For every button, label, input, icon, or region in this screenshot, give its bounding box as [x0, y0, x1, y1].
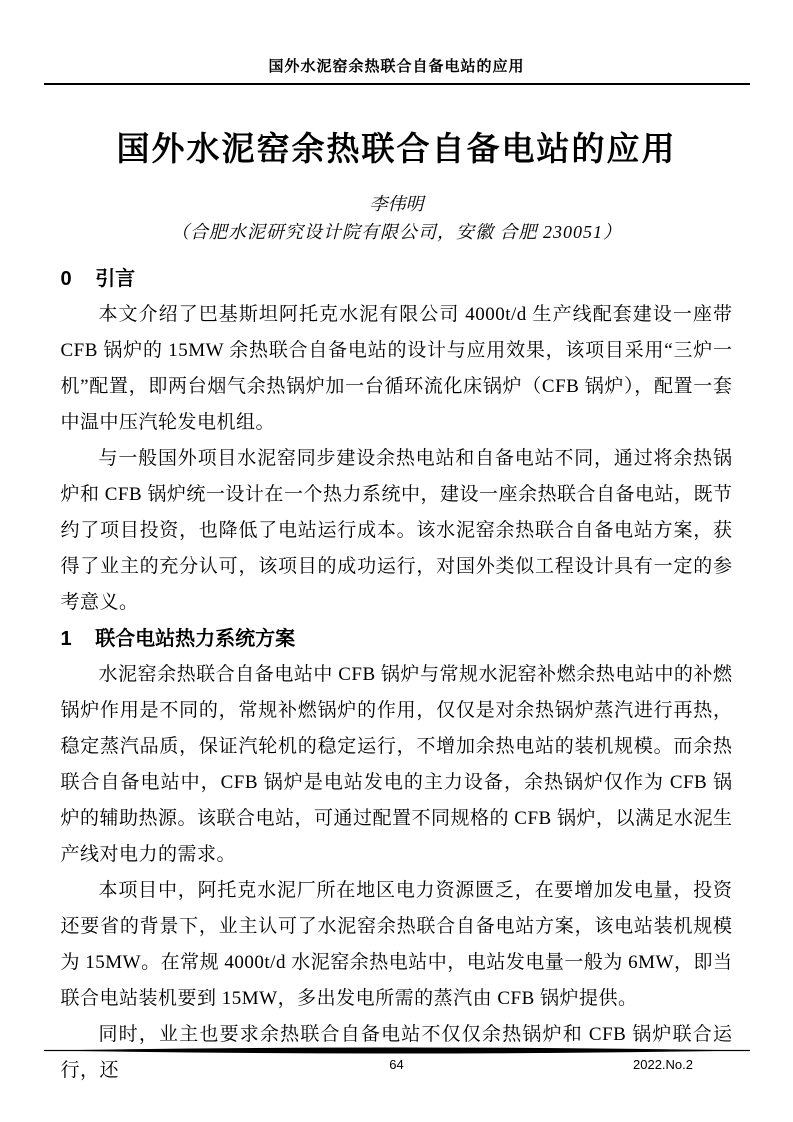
running-header-title: 国外水泥窑余热联合自备电站的应用: [268, 59, 525, 75]
article-body: [61, 129, 733, 1089]
section-heading-thermal-system: [61, 621, 733, 657]
section-title: 联合电站热力系统方案: [95, 628, 296, 650]
author-name: 李伟明: [369, 194, 424, 214]
section-heading-introduction: [61, 261, 733, 297]
issue-number: 2022.No.2: [633, 1057, 693, 1072]
article-title: 国外水泥窑余热联合自备电站的应用: [116, 130, 677, 167]
paragraph: 本项目中，阿托克水泥厂所在地区电力资源匮乏，在要增加发电量，投资还要省的背景下，业主认可了水泥窑余热联合自备电站方案，该电站装机规模为 15MW。在常规 4000t/d 水泥窑余热电站中，电站发电量一般为 6MW，即当联合电站装机要到 15MW，多出发电所需的蒸汽由 CFB 锅炉提供。: [60, 880, 733, 1009]
section-title: 引言: [95, 268, 136, 290]
paragraph: 本文介绍了巴基斯坦阿托克水泥有限公司 4000t/d 生产线配套建设一座带 CFB 锅炉的 15MW 余热联合自备电站的设计与应用效果，该项目采用“三炉一机”配置，即两台烟气余热锅炉加一台循环流化床锅炉（CFB 锅炉），配置一套中温中压汽轮发电机组。: [60, 304, 733, 433]
running-header: [44, 0, 750, 85]
author-affiliation: （合肥水泥研究设计院有限公司，安徽 合肥 230051）: [171, 222, 622, 242]
paragraph: 与一般国外项目水泥窑同步建设余热电站和自备电站不同，通过将余热锅炉和 CFB 锅炉统一设计在一个热力系统中，建设一座余热联合自备电站，既节约了项目投资，也降低了电站运行成本。该水泥窑余热联合自备电站方案，获得了业主的充分认可，该项目的成功运行，对国外类似工程设计具有一定的参考意义。: [60, 448, 733, 613]
page-number: 64: [389, 1057, 404, 1072]
section-number: 1: [60, 628, 72, 650]
paragraph: 水泥窑余热联合自备电站中 CFB 锅炉与常规水泥窑补燃余热电站中的补燃锅炉作用是不同的，常规补燃锅炉的作用，仅仅是对余热锅炉蒸汽进行再热，稳定蒸汽品质，保证汽轮机的稳定运行，不增加余热电站的装机规模。而余热联合自备电站中，CFB 锅炉是电站发电的主力设备，余热锅炉仅作为 CFB 锅炉的辅助热源。该联合电站，可通过配置不同规格的 CFB 锅炉，以满足水泥生产线对电力的需求。: [60, 664, 733, 865]
paragraph: 同时，业主也要求余热联合自备电站不仅仅余热锅炉和 CFB 锅炉联合运行，还: [60, 1024, 733, 1081]
footer-tapered-rule: [44, 1046, 750, 1055]
section-number: 0: [60, 268, 72, 290]
header-rule: [44, 83, 750, 85]
